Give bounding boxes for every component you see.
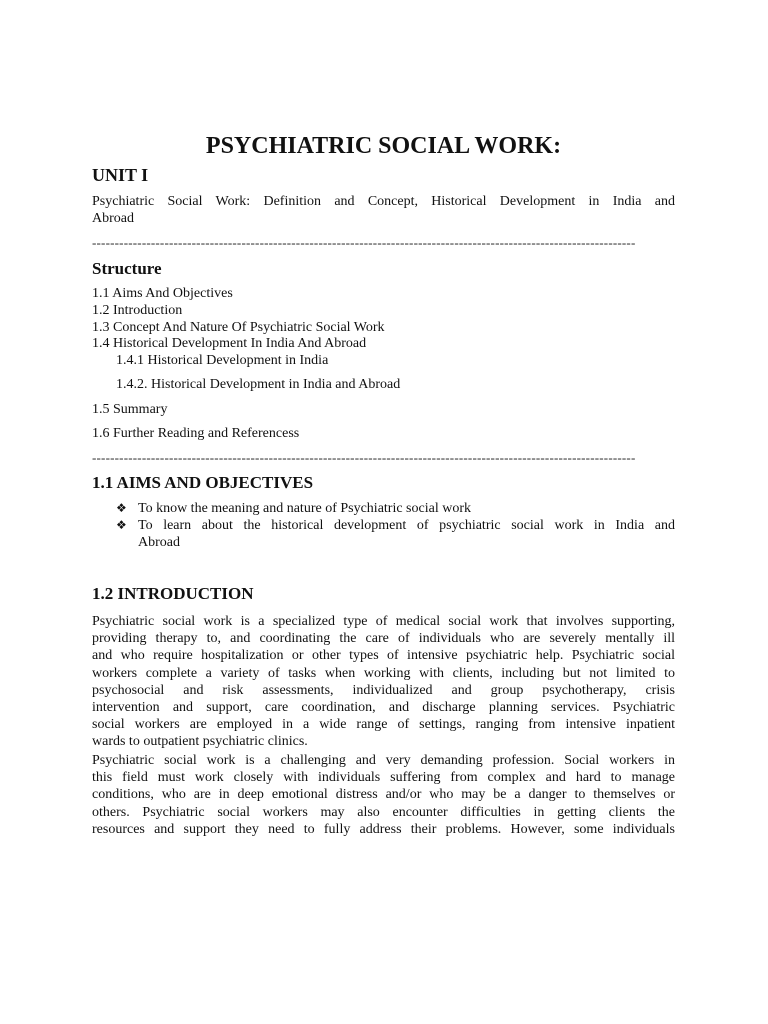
unit-description-line: Psychiatric Social Work: Definition and Concept, Historical Development in India and	[92, 194, 675, 209]
aims-item-text: To learn about the historical development of psychiatric social work in India and	[138, 518, 675, 533]
aims-list-item	[116, 500, 675, 517]
paragraph-line: psychosocial and risk assessments, individualized and group psychotherapy, crisis	[92, 682, 675, 698]
introduction-paragraph	[92, 613, 675, 751]
aims-item-text: Abroad	[138, 535, 180, 550]
paragraph-line: resources and support they need to fully address their problems. However, some individuals	[92, 821, 675, 837]
aims-list-item	[116, 517, 675, 551]
paragraph-line: Psychiatric social work is a challenging and very demanding profession. Social workers in	[92, 753, 675, 768]
paragraph-line: and who require hospitalization or other types of intensive psychiatric help. Psychiatric social	[92, 648, 675, 664]
aims-list	[116, 500, 675, 551]
paragraph-line: wards to outpatient psychiatric clinics.	[92, 734, 308, 750]
toc-subitem: 1.4.2. Historical Development in India and Abroad	[116, 377, 401, 392]
paragraph-line: others. Psychiatric social workers may also encounter difficulties in getting clients the	[92, 804, 675, 820]
toc-item: 1.5 Summary	[92, 402, 168, 417]
paragraph-line: this field must work closely with individuals suffering from complex and hard to manage	[92, 770, 675, 786]
diamond-bullet-icon: ❖	[116, 501, 127, 515]
aims-item-text: To know the meaning and nature of Psychiatric social work	[138, 501, 471, 516]
paragraph-line: conditions, who are in deep emotional distress and/or who may be a danger to themselves or	[92, 787, 675, 803]
toc-item: 1.4 Historical Development In India And Abroad	[92, 336, 367, 351]
separator-line: ------------------------------------------------------------------------------------------------------------------------	[92, 236, 636, 250]
unit-heading: UNIT I	[92, 165, 149, 185]
toc-item: 1.3 Concept And Nature Of Psychiatric Social Work	[92, 320, 385, 335]
separator-line: ------------------------------------------------------------------------------------------------------------------------	[92, 451, 636, 465]
unit-description-line: Abroad	[92, 211, 134, 226]
unit-description	[92, 193, 675, 227]
diamond-bullet-icon: ❖	[116, 518, 127, 532]
paragraph-line: intervention and support, care coordination, and discharge planning services. Psychiatric	[92, 700, 675, 716]
document-title: PSYCHIATRIC SOCIAL WORK:	[205, 133, 562, 159]
paragraph-line: providing therapy to, and coordinating the care of individuals who are severely mentally ill	[92, 631, 675, 647]
paragraph-line: Psychiatric social work is a specialized type of medical social work that involves supporting,	[92, 614, 675, 629]
introduction-paragraph	[92, 752, 675, 838]
paragraph-line: workers complete a variety of tasks when working with clients, including but not limited to	[92, 665, 675, 681]
toc-item: 1.2 Introduction	[92, 303, 183, 318]
paragraph-line: social workers are employed in a wide range of settings, ranging from intensive inpatient	[92, 717, 675, 733]
structure-heading: Structure	[92, 259, 162, 278]
aims-heading: 1.1 AIMS AND OBJECTIVES	[92, 473, 314, 492]
toc-subitem: 1.4.1 Historical Development in India	[116, 353, 329, 368]
toc-item: 1.6 Further Reading and Referencess	[92, 426, 300, 441]
introduction-heading: 1.2 INTRODUCTION	[92, 584, 254, 603]
toc-item: 1.1 Aims And Objectives	[92, 286, 233, 301]
